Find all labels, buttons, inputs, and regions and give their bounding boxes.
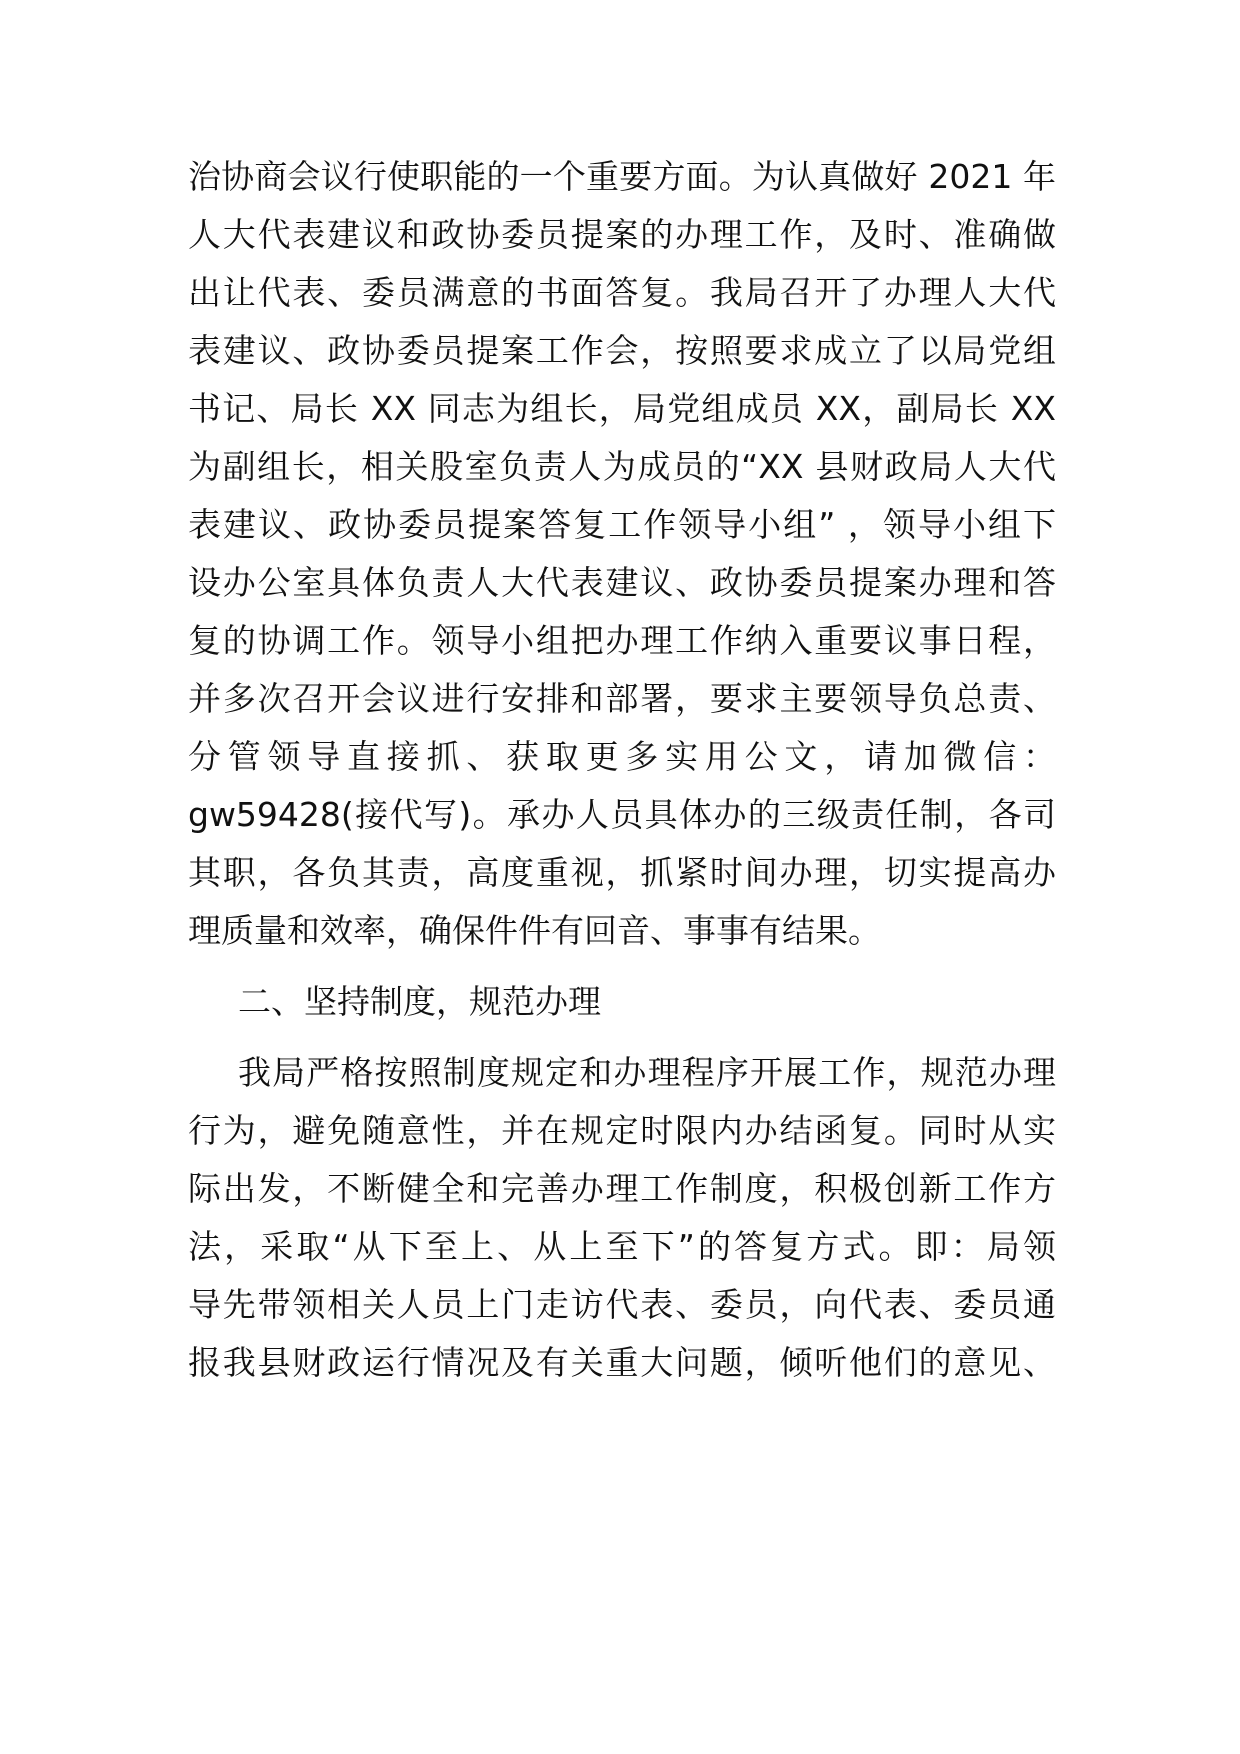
paragraph-line: 书记、局长 XX 同志为组长，局党组成员 XX，副局长 XX	[188, 389, 1056, 428]
paragraph-line: 为副组长，相关股室负责人为成员的“XX 县财政局人大代	[188, 447, 1056, 486]
paragraph-line: 理质量和效率，确保件件有回音、事事有结果。	[188, 911, 881, 950]
paragraph-line: 其职，各负其责，高度重视，抓紧时间办理，切实提高办	[188, 853, 1056, 892]
paragraph-line: 并多次召开会议进行安排和部署，要求主要领导负总责、	[188, 679, 1056, 718]
paragraph-line: 我局严格按照制度规定和办理程序开展工作，规范办理	[238, 1053, 1056, 1092]
paragraph-line: 治协商会议行使职能的一个重要方面。为认真做好 2021 年	[188, 157, 1056, 196]
paragraph-line: 报我县财政运行情况及有关重大问题，倾听他们的意见、	[188, 1343, 1056, 1382]
paragraph-line: 际出发，不断健全和完善办理工作制度，积极创新工作方	[188, 1169, 1056, 1208]
paragraph-line: 复的协调工作。领导小组把办理工作纳入重要议事日程，	[188, 621, 1056, 660]
paragraph-line: 法，采取“从下至上、从上至下”的答复方式。即：局领	[188, 1227, 1056, 1266]
paragraph-line: gw59428(接代写)。承办人员具体办的三级责任制，各司	[188, 795, 1056, 834]
paragraph-line: 人大代表建议和政协委员提案的办理工作，及时、准确做	[188, 215, 1056, 254]
section-heading: 二、坚持制度，规范办理	[238, 982, 601, 1021]
paragraph-line: 表建议、政协委员提案工作会，按照要求成立了以局党组	[188, 331, 1056, 370]
paragraph-line: 分管领导直接抓、获取更多实用公文，请加微信：	[188, 737, 1056, 776]
paragraph-line: 表建议、政协委员提案答复工作领导小组” ，领导小组下	[188, 505, 1056, 544]
paragraph-line: 出让代表、委员满意的书面答复。我局召开了办理人大代	[188, 273, 1056, 312]
paragraph-line: 导先带领相关人员上门走访代表、委员，向代表、委员通	[188, 1285, 1056, 1324]
paragraph-line: 设办公室具体负责人大代表建议、政协委员提案办理和答	[188, 563, 1056, 602]
paragraph-line: 行为，避免随意性，并在规定时限内办结函复。同时从实	[188, 1111, 1056, 1150]
